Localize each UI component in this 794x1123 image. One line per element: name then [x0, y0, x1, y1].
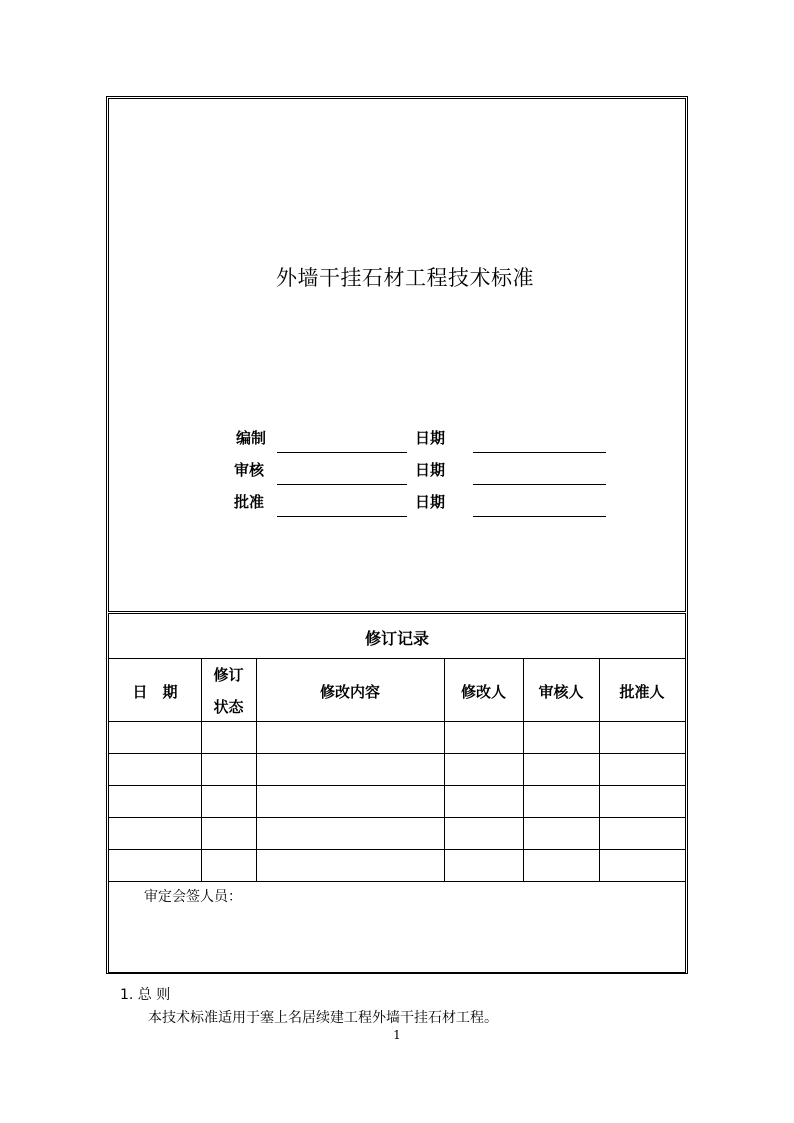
signoff-label-approved: 批准 — [234, 493, 265, 511]
countersign-label: 审定会签人员： — [144, 889, 242, 905]
column-header-status: 状态 — [213, 698, 244, 716]
column-header-revision: 修订 — [213, 666, 244, 684]
page-number: 1 — [393, 1028, 401, 1042]
signoff-date-label-2: 日期 — [415, 461, 446, 479]
document-title: 外墙干挂石材工程技术标准 — [276, 266, 534, 290]
revision-record-table — [108, 613, 686, 973]
table-column-rule — [201, 658, 202, 881]
signoff-date-line-2 — [473, 484, 606, 485]
column-header-change-content: 修改内容 — [319, 683, 380, 701]
signoff-date-label-1: 日期 — [415, 429, 446, 447]
column-header-modifier: 修改人 — [460, 683, 506, 701]
signoff-date-line-1 — [473, 452, 606, 453]
column-header-reviewer: 审核人 — [538, 683, 584, 701]
column-header-approver: 批准人 — [619, 683, 665, 701]
section-body-text: 本技术标准适用于塞上名居续建工程外墙干挂石材工程。 — [148, 1010, 498, 1026]
section-heading: 1. 总 则 — [120, 987, 171, 1003]
revision-record-title: 修订记录 — [364, 629, 429, 648]
signoff-line-reviewed — [277, 484, 407, 485]
column-header-date: 日 期 — [132, 683, 178, 701]
signoff-label-compiled: 编制 — [236, 429, 267, 447]
table-rule — [109, 881, 685, 882]
signoff-date-line-3 — [473, 516, 606, 517]
signoff-date-label-3: 日期 — [415, 493, 446, 511]
signoff-label-reviewed: 审核 — [234, 461, 265, 479]
cover-title-box — [108, 98, 686, 612]
signoff-line-compiled — [277, 452, 407, 453]
signoff-line-approved — [277, 516, 407, 517]
